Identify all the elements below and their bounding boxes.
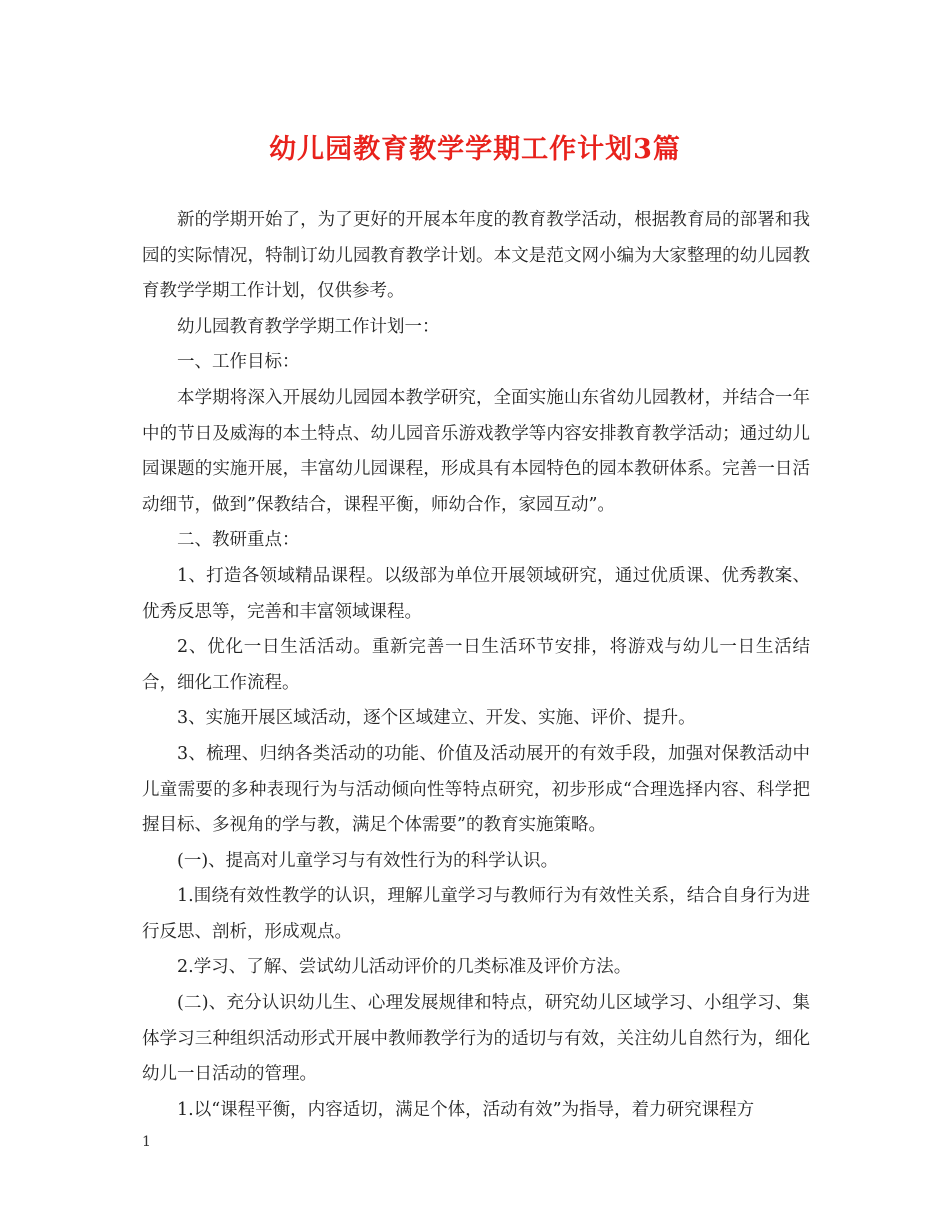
paragraph: 1.围绕有效性教学的认识，理解儿童学习与教师行为有效性关系，结合自身行为进行反思、剖析，形成观点。 — [142, 886, 810, 942]
paragraph: 3、梳理、归纳各类活动的功能、价值及活动展开的有效手段，加强对保教活动中儿童需要的多种表现行为与活动倾向性等特点研究，初步形成“合理选择内容、科学把握目标、多视角的学与教，满足个体需要”的教育实施策略。 — [142, 743, 810, 836]
paragraph: 二、教研重点： — [177, 530, 300, 551]
document-body — [142, 203, 810, 1128]
paragraph: 2、优化一日生活活动。重新完善一日生活环节安排，将游戏与幼儿一日生活结合，细化工作流程。 — [142, 637, 810, 693]
page-number: 1 — [142, 1134, 151, 1150]
paragraph: 1.以“课程平衡，内容适切，满足个体，活动有效”为指导，着力研究课程方 — [177, 1099, 755, 1120]
paragraph: 1、打造各领域精品课程。以级部为单位开展领域研究，通过优质课、优秀教案、优秀反思等，完善和丰富领域课程。 — [142, 565, 810, 622]
paragraph: 本学期将深入开展幼儿园园本教学研究，全面实施山东省幼儿园教材，并结合一年中的节日及威海的本土特点、幼儿园音乐游戏教学等内容安排教育教学活动；通过幼儿园课题的实施开展，丰富幼儿园课程，形成具有本园特色的园本教研体系。完善一日活动细节，做到”保教结合，课程平衡，师幼合作，家园互动”。 — [142, 387, 810, 515]
paragraph: 幼儿园教育教学学期工作计划一： — [177, 316, 440, 337]
paragraph: (一)、提高对儿童学习与有效性行为的科学认识。 — [177, 850, 559, 871]
paragraph: 新的学期开始了，为了更好的开展本年度的教育教学活动，根据教育局的部署和我园的实际情况，特制订幼儿园教育教学计划。本文是范文网小编为大家整理的幼儿园教育教学学期工作计划，仅供参考。 — [142, 210, 810, 302]
paragraph: 一、工作目标： — [177, 352, 300, 373]
document-title: 幼儿园教育教学学期工作计划3篇 — [269, 134, 681, 165]
paragraph: (二)、充分认识幼儿生、心理发展规律和特点，研究幼儿区域学习、小组学习、集体学习三种组织活动形式开展中教师教学行为的适切与有效，关注幼儿自然行为，细化幼儿一日活动的管理。 — [142, 993, 810, 1085]
paragraph: 2.学习、了解、尝试幼儿活动评价的几类标准及评价方法。 — [177, 957, 632, 978]
paragraph: 3、实施开展区域活动，逐个区域建立、开发、实施、评价、提升。 — [177, 708, 696, 729]
